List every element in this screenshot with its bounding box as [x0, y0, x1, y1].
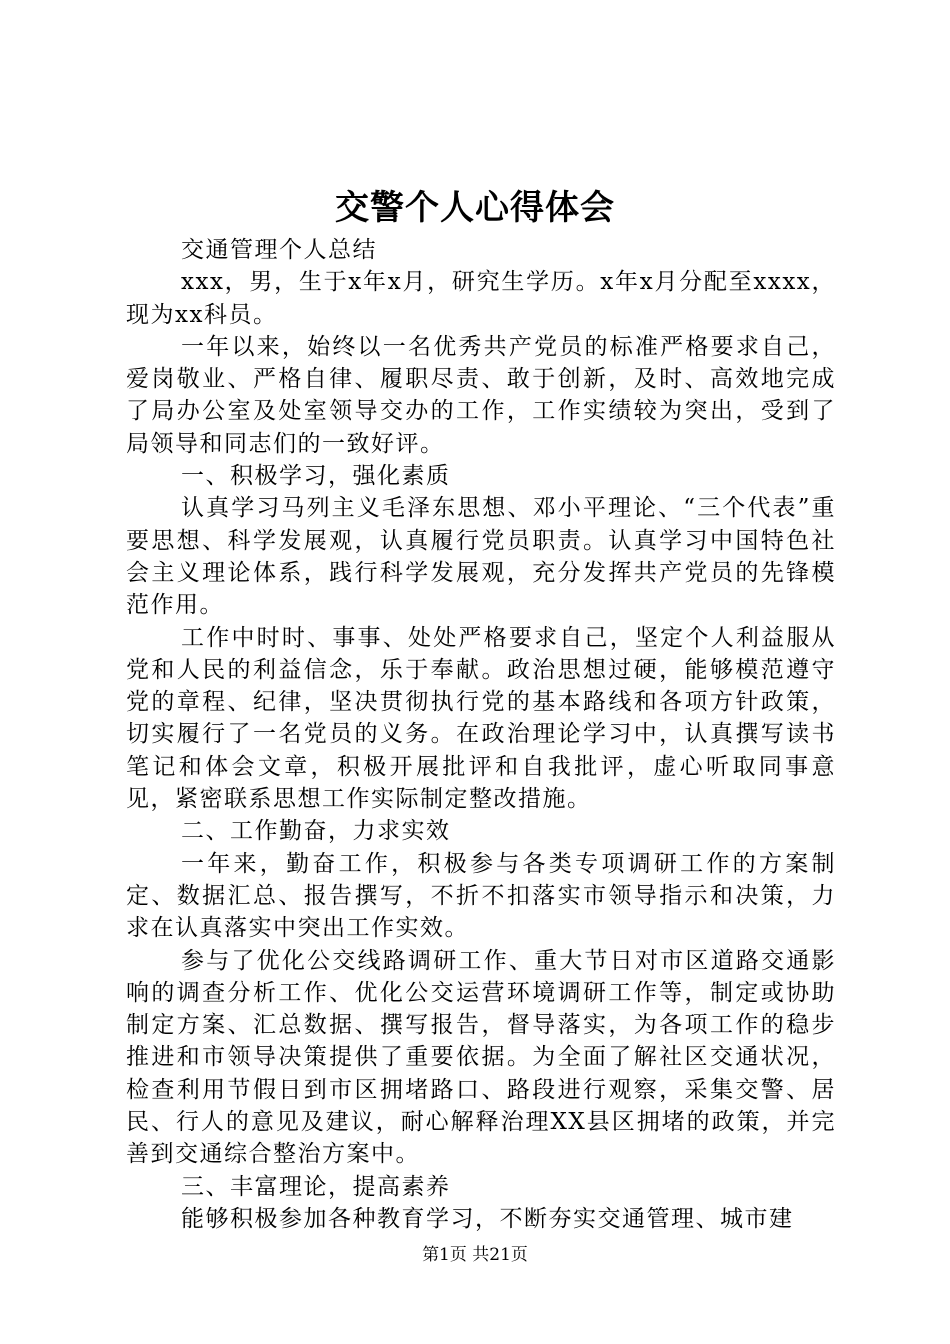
paragraph-education: 能够积极参加各种教育学习，不断夯实交通管理、城市建 — [181, 1205, 794, 1232]
paragraph-personal-info: xxx，男，生于x年x月，研究生学历。x年x月分配至xxxx，现为xx科员。 — [126, 269, 836, 328]
paragraph-diligence: 一年来，勤奋工作，积极参与各类专项调研工作的方案制定、数据汇总、报告撰写，不折不扣落实市领导指示和决策，力求在认真落实中突出工作实效。 — [126, 850, 836, 942]
document-body — [126, 234, 836, 1235]
section-heading-1: 一、积极学习，强化素质 — [181, 463, 451, 490]
paragraph-research: 参与了优化公交线路调研工作、重大节日对市区道路交通影响的调查分析工作、优化公交运营环境调研工作等，制定或协助制定方案、汇总数据、撰写报告，督导落实，为各项工作的稳步推进和市领导决策提供了重要依据。为全面了解社区交通状况，检查利用节假日到市区拥堵路口、路段进行观察，采集交警、居民、行人的意见及建议，耐心解释治理XX县区拥堵的政策，并完善到交通综合整治方案中。 — [126, 947, 836, 1168]
paragraph-overview: 一年以来，始终以一名优秀共产党员的标准严格要求自己，爱岗敬业、严格自律、履职尽责、敢于创新，及时、高效地完成了局办公室及处室领导交办的工作，工作实绩较为突出，受到了局领导和同志们的一致好评。 — [126, 333, 836, 457]
paragraph-subtitle: 交通管理个人总结 — [181, 237, 377, 263]
page-footer: 第1页 共21页 — [422, 1245, 528, 1265]
document-title: 交警个人心得体会 — [335, 188, 615, 228]
paragraph-discipline: 工作中时时、事事、处处严格要求自己，坚定个人利益服从党和人民的利益信念，乐于奉献。政治思想过硬，能够模范遵守党的章程、纪律，坚决贯彻执行党的基本路线和各项方针政策，切实履行了一名党员的义务。在政治理论学习中，认真撰写读书笔记和体会文章，积极开展批评和自我批评，虚心听取同事意见，紧密联系思想工作实际制定整改措施。 — [126, 624, 836, 813]
paragraph-study: 认真学习马列主义毛泽东思想、邓小平理论、“三个代表”重要思想、科学发展观，认真履行党员职责。认真学习中国特色社会主义理论体系，践行科学发展观，充分发挥共产党员的先锋模范作用。 — [126, 495, 836, 619]
section-heading-2: 二、工作勤奋，力求实效 — [181, 818, 451, 845]
section-heading-3: 三、丰富理论，提高素养 — [181, 1173, 451, 1200]
